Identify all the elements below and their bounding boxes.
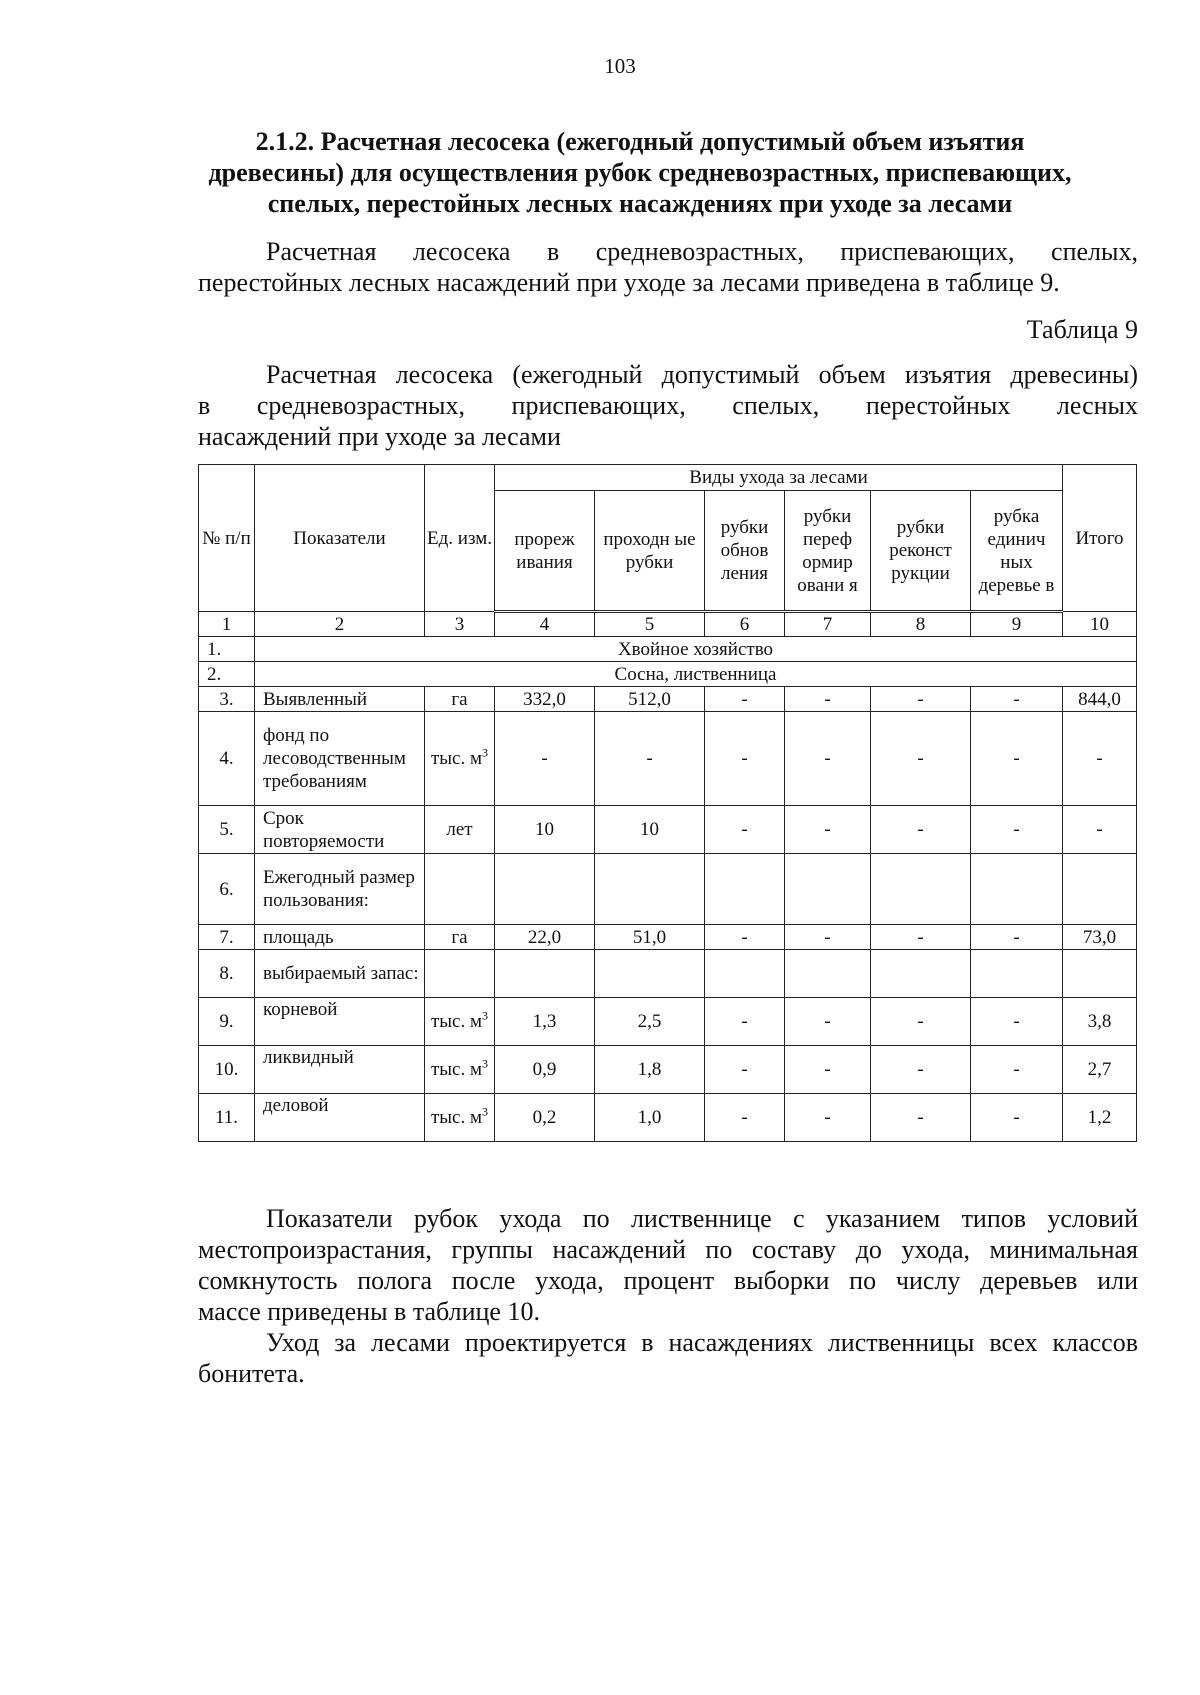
value-cell: 10: [495, 806, 595, 854]
row-number: 6.: [199, 854, 255, 925]
value-cell: -: [971, 687, 1063, 712]
row-number: 2.: [199, 662, 255, 687]
value-cell: -: [971, 925, 1063, 950]
table-row: [199, 925, 1137, 950]
value-cell: [785, 950, 871, 998]
header-total: Итого: [1063, 465, 1137, 612]
value-cell: -: [871, 925, 971, 950]
value-cell: 844,0: [1063, 687, 1137, 712]
value-cell: 1,3: [495, 998, 595, 1046]
section-row: [199, 662, 1137, 687]
value-cell: [871, 950, 971, 998]
outro-p1-line-4: массе приведены в таблице 10.: [198, 1297, 540, 1326]
caption-line-3: насаждений при уходе за лесами: [198, 422, 561, 451]
value-cell: [871, 854, 971, 925]
value-cell: -: [785, 1046, 871, 1094]
caption-line-1: Расчетная лесосека (ежегодный допустимый объем изъятия древесины): [266, 360, 1138, 389]
row-number: 7.: [199, 925, 255, 950]
outro-p2-line-2: бонитета.: [198, 1359, 305, 1388]
table-row: [199, 854, 1137, 925]
value-cell: [785, 854, 871, 925]
header-col7: рубки переф ормир овани я: [785, 491, 871, 612]
value-cell: -: [785, 925, 871, 950]
header-unit: Ед. изм.: [425, 465, 495, 612]
unit-cell: [425, 854, 495, 925]
row-number: 5.: [199, 806, 255, 854]
row-number: 11.: [199, 1094, 255, 1142]
unit-text: га: [451, 688, 468, 710]
row-number: 8.: [199, 950, 255, 998]
value-cell: 1,8: [595, 1046, 705, 1094]
section-label: Сосна, лиственница: [255, 662, 1137, 687]
intro-line-2: перестойных лесных насаждений при уходе за лесами приведена в таблице 9.: [198, 268, 1060, 297]
unit-text: лет: [446, 819, 473, 840]
value-cell: 0,2: [495, 1094, 595, 1142]
intro-line-1: Расчетная лесосека в средневозрастных, приспевающих, спелых,: [266, 237, 1138, 266]
value-cell: 2,7: [1063, 1046, 1137, 1094]
value-cell: 10: [595, 806, 705, 854]
indicator-cell: Срок повторяемости: [255, 806, 425, 854]
value-cell: 332,0: [495, 687, 595, 712]
value-cell: -: [705, 712, 785, 806]
value-cell: -: [705, 1094, 785, 1142]
value-cell: -: [705, 1046, 785, 1094]
column-number: 7: [785, 612, 871, 637]
value-cell: -: [705, 806, 785, 854]
value-cell: -: [971, 806, 1063, 854]
column-number: 4: [495, 612, 595, 637]
caption-line-2: в средневозрастных, приспевающих, спелых, перестойных лесных: [198, 391, 1138, 420]
unit-text: тыс. м: [430, 748, 483, 769]
value-cell: -: [871, 712, 971, 806]
column-number: 10: [1063, 612, 1137, 637]
unit-text: тыс. м: [430, 1011, 483, 1032]
value-cell: -: [871, 998, 971, 1046]
unit-cell: [425, 1094, 495, 1142]
value-cell: [495, 854, 595, 925]
table-caption: [198, 359, 1138, 452]
value-cell: [705, 854, 785, 925]
header-col4: прореж ивания: [495, 491, 595, 612]
column-number: 9: [971, 612, 1063, 637]
value-cell: 2,5: [595, 998, 705, 1046]
value-cell: -: [971, 1046, 1063, 1094]
section-label: Хвойное хозяйство: [255, 637, 1137, 662]
unit-cell: [425, 950, 495, 998]
unit-superscript: 3: [482, 1056, 489, 1071]
indicator-cell: Выявленный: [255, 687, 425, 712]
table-row: [199, 950, 1137, 998]
value-cell: -: [785, 998, 871, 1046]
value-cell: 512,0: [595, 687, 705, 712]
table-row: [199, 998, 1137, 1046]
value-cell: 1,0: [595, 1094, 705, 1142]
value-cell: -: [971, 998, 1063, 1046]
section-row: [199, 637, 1137, 662]
page-number: 103: [604, 54, 636, 78]
value-cell: 1,2: [1063, 1094, 1137, 1142]
value-cell: -: [705, 998, 785, 1046]
header-col9: рубка единич ных деревье в: [971, 491, 1063, 612]
header-group: Виды ухода за лесами: [495, 465, 1063, 491]
row-number: 3.: [199, 687, 255, 712]
row-number: 10.: [199, 1046, 255, 1094]
intro-paragraph: [198, 236, 1138, 298]
value-cell: [971, 854, 1063, 925]
value-cell: [705, 950, 785, 998]
indicator-cell: Ежегодный размер пользования:: [255, 854, 425, 925]
row-number: 4.: [199, 712, 255, 806]
outro-p2-line-1: Уход за лесами проектируется в насаждениях лиственницы всех классов: [266, 1328, 1138, 1357]
unit-superscript: 3: [482, 1008, 489, 1023]
value-cell: -: [871, 1046, 971, 1094]
value-cell: 3,8: [1063, 998, 1137, 1046]
value-cell: -: [871, 687, 971, 712]
data-table: [198, 464, 1137, 1142]
table-row: [199, 687, 1137, 712]
table-row: [199, 1094, 1137, 1142]
value-cell: -: [705, 687, 785, 712]
column-number: 5: [595, 612, 705, 637]
indicator-cell: деловой: [255, 1094, 425, 1142]
indicator-cell: фонд по лесоводственным требованиям: [255, 712, 425, 806]
unit-text: тыс. м: [430, 1107, 483, 1128]
row-number: 1.: [199, 637, 255, 662]
outro-paragraphs: [198, 1203, 1138, 1389]
column-number: 1: [199, 612, 255, 637]
value-cell: -: [971, 1094, 1063, 1142]
value-cell: -: [1063, 712, 1137, 806]
value-cell: -: [971, 712, 1063, 806]
table-body: [199, 465, 1137, 1142]
unit-superscript: 3: [482, 745, 489, 760]
value-cell: [1063, 854, 1137, 925]
outro-p1-line-3: сомкнутость полога после ухода, процент выборки по числу деревьев или: [198, 1266, 1138, 1295]
value-cell: -: [785, 687, 871, 712]
outro-p1-line-2: местопроизрастания, группы насаждений по составу до ухода, минимальная: [198, 1235, 1138, 1264]
header-col6: рубки обнов ления: [705, 491, 785, 612]
table-row: [199, 1046, 1137, 1094]
table-label: Таблица 9: [1026, 315, 1138, 344]
data-table-container: [198, 464, 1136, 1142]
value-cell: -: [1063, 806, 1137, 854]
value-cell: -: [785, 806, 871, 854]
row-number: 9.: [199, 998, 255, 1046]
value-cell: 0,9: [495, 1046, 595, 1094]
column-number: 8: [871, 612, 971, 637]
value-cell: -: [785, 1094, 871, 1142]
indicator-cell: ликвидный: [255, 1046, 425, 1094]
unit-text: га: [451, 926, 468, 948]
column-number: 3: [425, 612, 495, 637]
value-cell: [971, 950, 1063, 998]
indicator-cell: выбираемый запас:: [255, 950, 425, 998]
unit-cell: [425, 712, 495, 806]
value-cell: [1063, 950, 1137, 998]
column-number: 2: [255, 612, 425, 637]
column-number: 6: [705, 612, 785, 637]
value-cell: -: [495, 712, 595, 806]
value-cell: [595, 950, 705, 998]
header-col5: проходн ые рубки: [595, 491, 705, 612]
value-cell: 51,0: [595, 925, 705, 950]
value-cell: [495, 950, 595, 998]
value-cell: 22,0: [495, 925, 595, 950]
unit-cell: [425, 806, 495, 854]
indicator-cell: площадь: [255, 925, 425, 950]
header-row-1: [199, 465, 1137, 491]
outro-p1-line-1: Показатели рубок ухода по лиственнице с указанием типов условий: [266, 1204, 1138, 1233]
value-cell: -: [871, 1094, 971, 1142]
unit-cell: [425, 925, 495, 950]
value-cell: [595, 854, 705, 925]
value-cell: -: [705, 925, 785, 950]
header-num: № п/п: [199, 465, 255, 612]
table-row: [199, 806, 1137, 854]
value-cell: -: [785, 712, 871, 806]
unit-text: тыс. м: [430, 1059, 483, 1080]
section-title: 2.1.2. Расчетная лесосека (ежегодный допустимый объем изъятия древесины) для осуществления рубок средневозрастных, приспевающих, спелых, перестойных лесных насаждениях при уходе за лесами: [208, 127, 1072, 218]
value-cell: 73,0: [1063, 925, 1137, 950]
value-cell: -: [871, 806, 971, 854]
table-row: [199, 712, 1137, 806]
indicator-cell: корневой: [255, 998, 425, 1046]
header-indicator: Показатели: [255, 465, 425, 612]
value-cell: -: [595, 712, 705, 806]
unit-cell: [425, 998, 495, 1046]
unit-cell: [425, 687, 495, 712]
unit-superscript: 3: [482, 1104, 489, 1119]
header-col8: рубки реконст рукции: [871, 491, 971, 612]
column-number-row: [199, 612, 1137, 637]
unit-cell: [425, 1046, 495, 1094]
